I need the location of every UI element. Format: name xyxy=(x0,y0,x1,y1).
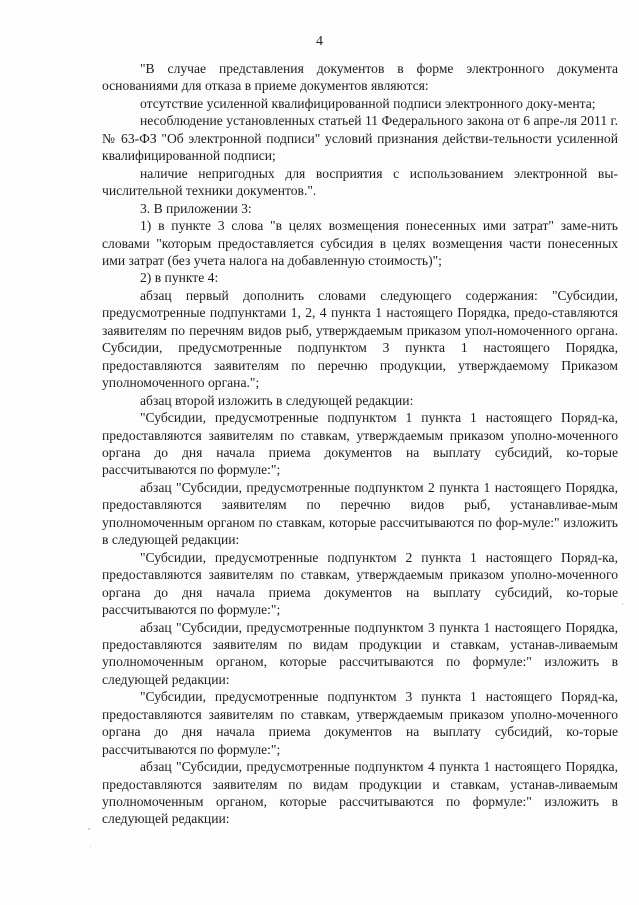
paragraph: "Субсидии, предусмотренные подпунктом 3 пункта 1 настоящего Поряд-ка, предоставляются заявителям по ставкам, утверждаемым приказом уполно-моченного органа до дня начала приема документов на выплату субсидий, ко-торые рассчитываются по формуле:"; xyxy=(102,689,618,757)
paragraph: абзац "Субсидии, предусмотренные подпунктом 4 пункта 1 настоящего Порядка, предоставляются заявителям по видам продукции и ставкам, устанав-ливаемым уполномоченным органом, которые рассчитываются по формуле:" изложить в следующей редакции: xyxy=(102,759,618,827)
paragraph: отсутствие усиленной квалифицированной подписи электронного доку-мента; xyxy=(140,95,596,111)
paragraph: "Субсидии, предусмотренные подпунктом 1 пункта 1 настоящего Поряд-ка, предоставляются заявителям по ставкам, утверждаемым приказом уполно-моченного органа до дня начала приема документов на выплату субсидий, ко-торые рассчитываются по формуле:"; xyxy=(102,410,618,478)
paragraph: "Субсидии, предусмотренные подпунктом 2 пункта 1 настоящего Поряд-ка, предоставляются заявителям по ставкам, утверждаемым приказом уполно-моченного органа до дня начала приема документов на выплату субсидий, ко-торые рассчитываются по формуле:"; xyxy=(102,549,618,618)
paragraph: "В случае представления документов в форме электронного документа основаниями для отказа в приеме документов являются: xyxy=(102,61,618,94)
paragraph: наличие непригодных для восприятия с использованием электронной вы-числительной техники документов.". xyxy=(102,165,618,199)
paragraph: абзац "Субсидии, предусмотренные подпунктом 2 пункта 1 настоящего Порядка, предоставляются заявителям по перечню видов рыб, устанавливае-мым уполномоченным органом по ставкам, которые рассчитываются по фор-муле:" изложить в следующей редакции: xyxy=(102,479,618,548)
paragraph: 3. В приложении 3: xyxy=(140,200,252,216)
document-body xyxy=(102,60,618,828)
scan-speck xyxy=(90,846,91,847)
paragraph: несоблюдение установленных статьей 11 Федерального закона от 6 апре-ля 2011 г. № 63-ФЗ "Об электронной подписи" условий признания действи-тельности усиленной квалифицированной подписи; xyxy=(102,113,618,164)
paragraph: 2) в пункте 4: xyxy=(140,270,219,286)
paragraph: абзац второй изложить в следующей редакции: xyxy=(140,392,414,408)
paragraph: абзац первый дополнить словами следующего содержания: "Субсидии, предусмотренные подпунктами 1, 2, 4 пункта 1 настоящего Порядка, предо-ставляются заявителям по перечням видов рыб, утверждаемым приказом упол-номоченного органа. Субсидии, предусмотренные подпунктом 3 пункта 1 настоящего Порядка, предоставляются заявителям по перечню продукции, утверждаемому Приказом уполномоченного органа."; xyxy=(102,287,618,391)
page-number: 4 xyxy=(316,34,323,49)
paragraph: абзац "Субсидии, предусмотренные подпунктом 3 пункта 1 настоящего Порядка, предоставляются заявителям по видам продукции и ставкам, устанав-ливаемым уполномоченным органом, которые рассчитываются по формуле:" изложить в следующей редакции: xyxy=(102,619,618,687)
paragraph: 1) в пункте 3 слова "в целях возмещения понесенных ими затрат" заме-нить словами "которым предоставляется субсидия в целях возмещения части понесенных ими затрат (без учета налога на добавленную стоимость)"; xyxy=(102,218,618,268)
scan-speck xyxy=(622,603,623,605)
scan-speck xyxy=(88,828,90,830)
